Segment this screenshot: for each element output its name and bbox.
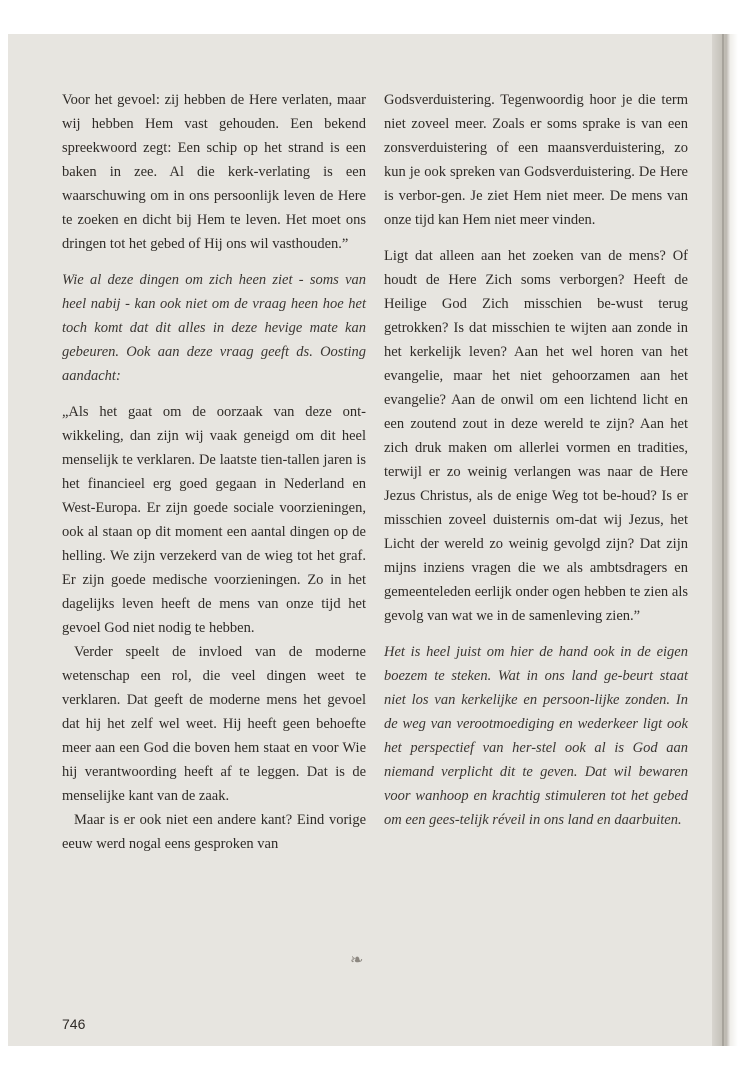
page-number: 746 — [62, 1016, 86, 1032]
right-paragraph-1: Godsverduistering. Tegenwoordig hoor je die term niet zoveel meer. Zoals er soms sprake is van een zonsverduistering of een maansverduistering, zo kun je ook spreken van Godsverduistering. De Here is verbor-gen. Je ziet Hem niet meer. De mens van onze tijd kan Hem niet meer vinden. — [384, 92, 688, 228]
left-paragraph-5: Maar is er ook niet een andere kant? Eind vorige eeuw werd nogal eens gesproken van — [62, 812, 366, 852]
left-italic-paragraph: Wie al deze dingen om zich heen ziet - soms van heel nabij - kan ook niet om de vraag heen hoe het toch komt dat dit alles in deze hevige mate kan gebeuren. Ook aan deze vraag geeft ds. Oosting aandacht: — [62, 272, 366, 384]
right-paragraph-2: Ligt dat alleen aan het zoeken van de mens? Of houdt de Here Zich soms verborgen? Heeft de Heilige God Zich misschien be-wust terug getrokken? Is dat misschien te wijten aan zonde in het kerkelijk leven? Aan het wel horen van het evangelie, maar het niet gehoorzamen aan het evangelie? Aan de onwil om een lichtend licht en een zoutend zout in deze wereld te zijn? Aan het zich druk maken om allerlei vormen en tradities, terwijl er zo weinig verlangen was naar de Here Jezus Christus, als de enige Weg tot be-houd? Is er misschien zoveel duisternis om-dat wij Jezus, het Licht der wereld zo weinig gevolgd zijn? Dat zijn mijns inziens vragen die we als ambtsdragers en gemeenteleden eerlijk onder ogen hebben te zien als gevolg van wat we in de samenleving zien.” — [384, 248, 688, 624]
left-quote-paragraph: „Als het gaat om de oorzaak van deze ont-wikkeling, dan zijn wij vaak geneigd om dit heel menselijk te verklaren. De laatste tien-tallen jaren is het financieel erg goed gegaan in Nederland en West-Europa. Er zijn goede sociale voorzieningen, ook al staan op dit moment een aantal dingen op de helling. We zijn verzekerd van de wieg tot het graf. Er zijn goede medische voorzieningen. Zo in het dagelijks leven heeft de mens van onze tijd het gevoel God niet nodig te hebben. — [62, 404, 366, 636]
page-fold-line — [722, 34, 724, 1046]
left-paragraph-4: Verder speelt de invloed van de moderne wetenschap een rol, die veel dingen weet te verklaren. Dat geeft de moderne mens het gevoel dat hij het zelf wel weet. Hij heeft geen behoefte meer aan een God die boven hem staat en voor Wie hij verantwoording heeft af te leggen. Dat is de menselijke kant van de zaak. — [62, 644, 366, 804]
ornament-icon: ❧ — [350, 952, 364, 969]
right-italic-paragraph: Het is heel juist om hier de hand ook in de eigen boezem te steken. Wat in ons land ge-beurt staat niet los van kerkelijke en persoon-lijke zonden. In de weg van verootmoediging en wederkeer ligt ook het perspectief van her-stel ook al is God aan niemand verplicht dit te geven. Dat wil bewaren voor wanhoop en krachtig stimuleren tot het gebed om een gees-telijk réveil in ons land en daarbuiten. — [384, 644, 688, 828]
left-paragraph-1: Voor het gevoel: zij hebben de Here verlaten, maar wij hebben Hem vast gehouden. Een bekend spreekwoord zegt: Een schip op het strand is een baken in zee. Al die kerk-verlating is een waarschuwing om in ons persoonlijk leven de Here te zoeken en dicht bij Hem te leven. Het moet ons dringen tot het gebed of Hij ons wil vasthouden.” — [62, 92, 366, 252]
right-column — [384, 88, 688, 844]
left-column — [62, 88, 366, 856]
page-edge-shadow — [712, 34, 738, 1046]
